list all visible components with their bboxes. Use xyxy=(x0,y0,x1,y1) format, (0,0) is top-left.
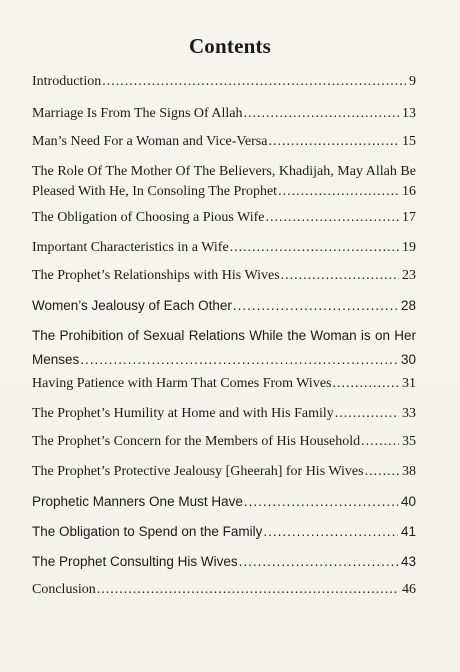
toc-entry-concern xyxy=(32,432,416,452)
dot-leader xyxy=(233,296,398,316)
toc-entry-protective-jealousy xyxy=(32,462,416,482)
toc-entry-title: The Prophet’s Concern for the Members of His Household xyxy=(32,434,361,449)
toc-entry-introduction xyxy=(32,72,416,92)
toc-entry-title: The Prophet’s Relationships with His Wives xyxy=(32,268,280,283)
toc-entry-title: Man’s Need For a Woman and Vice-Versa xyxy=(32,134,268,149)
toc-entry-patience xyxy=(32,374,416,394)
toc-entry-title: Conclusion xyxy=(32,582,96,597)
toc-entry-title-line1: The Role Of The Mother Of The Believers, Khadijah, May Allah Be xyxy=(32,164,416,179)
toc-entry-title: Prophetic Manners One Must Have xyxy=(32,494,243,509)
toc-entry-page: 28 xyxy=(400,298,416,313)
toc-entry-page: 23 xyxy=(402,268,416,283)
toc-entry-role-of-khadijah xyxy=(32,162,416,202)
toc-entry-title: Having Patience with Harm That Comes From Wives xyxy=(32,376,332,391)
toc-entry-title-line2: Pleased With He, In Consoling The Prophet xyxy=(32,184,278,199)
dot-leader xyxy=(102,72,406,92)
page-title: Contents xyxy=(188,34,272,58)
toc-entry-relationships xyxy=(32,266,416,286)
toc-entry-title: Women’s Jealousy of Each Other xyxy=(32,298,232,313)
toc-entry-page: 13 xyxy=(402,106,416,121)
toc-entry-page: 43 xyxy=(400,554,416,569)
toc-entry-title: Introduction xyxy=(32,74,102,89)
toc-entry-page: 46 xyxy=(402,582,416,597)
toc-entry-jealousy xyxy=(32,296,416,316)
dot-leader xyxy=(365,462,399,482)
toc-entry-page: 31 xyxy=(402,376,416,391)
dot-leader xyxy=(80,350,398,370)
dot-leader xyxy=(97,580,399,600)
toc-entry-title: The Prophet Consulting His Wives xyxy=(32,554,238,569)
dot-leader xyxy=(281,266,399,286)
toc-entry-page: 17 xyxy=(402,210,416,225)
toc-entry-pious-wife xyxy=(32,208,416,228)
toc-entry-marriage-signs xyxy=(32,104,416,124)
toc-entry-title: Marriage Is From The Signs Of Allah xyxy=(32,106,243,121)
dot-leader xyxy=(266,208,400,228)
toc-entry-title: The Prophet’s Humility at Home and with His Family xyxy=(32,406,334,421)
toc-entry-conclusion xyxy=(32,580,416,600)
toc-entry-page: 38 xyxy=(402,464,416,479)
toc-entry-consulting-wives xyxy=(32,552,416,572)
toc-entry-title: The Obligation of Choosing a Pious Wife xyxy=(32,210,265,225)
toc-entry-page: 16 xyxy=(402,184,416,199)
toc-entry-characteristics xyxy=(32,238,416,258)
toc-entry-title-line2: Menses xyxy=(32,352,80,367)
dot-leader xyxy=(332,374,399,394)
toc-entry-page: 19 xyxy=(402,240,416,255)
toc-entry-humility xyxy=(32,404,416,424)
dot-leader xyxy=(239,552,398,572)
toc-entry-title: Important Characteristics in a Wife xyxy=(32,240,229,255)
toc-entry-prohibition xyxy=(32,326,416,370)
dot-leader xyxy=(244,104,400,124)
toc-entry-prophetic-manners xyxy=(32,492,416,512)
toc-entry-page: 40 xyxy=(400,494,416,509)
toc-entry-title: The Prophet’s Protective Jealousy [Gheerah] for His Wives xyxy=(32,464,364,479)
toc-entry-title-line1: The Prohibition of Sexual Relations While the Woman is on Her xyxy=(32,328,416,343)
toc-entry-mans-need xyxy=(32,132,416,152)
dot-leader xyxy=(268,132,399,152)
toc-entry-page: 9 xyxy=(409,74,416,89)
toc-entry-title: The Obligation to Spend on the Family xyxy=(32,524,263,539)
toc-entry-page: 33 xyxy=(402,406,416,421)
toc-entry-page: 41 xyxy=(400,524,416,539)
toc-entry-page: 15 xyxy=(402,134,416,149)
dot-leader xyxy=(230,238,399,258)
dot-leader xyxy=(278,182,399,202)
dot-leader xyxy=(361,432,399,452)
toc-entry-spend-on-family xyxy=(32,522,416,542)
dot-leader xyxy=(263,522,398,542)
toc-entry-page: 30 xyxy=(400,352,416,367)
dot-leader xyxy=(244,492,398,512)
toc-entry-page: 35 xyxy=(402,434,416,449)
dot-leader xyxy=(335,404,399,424)
